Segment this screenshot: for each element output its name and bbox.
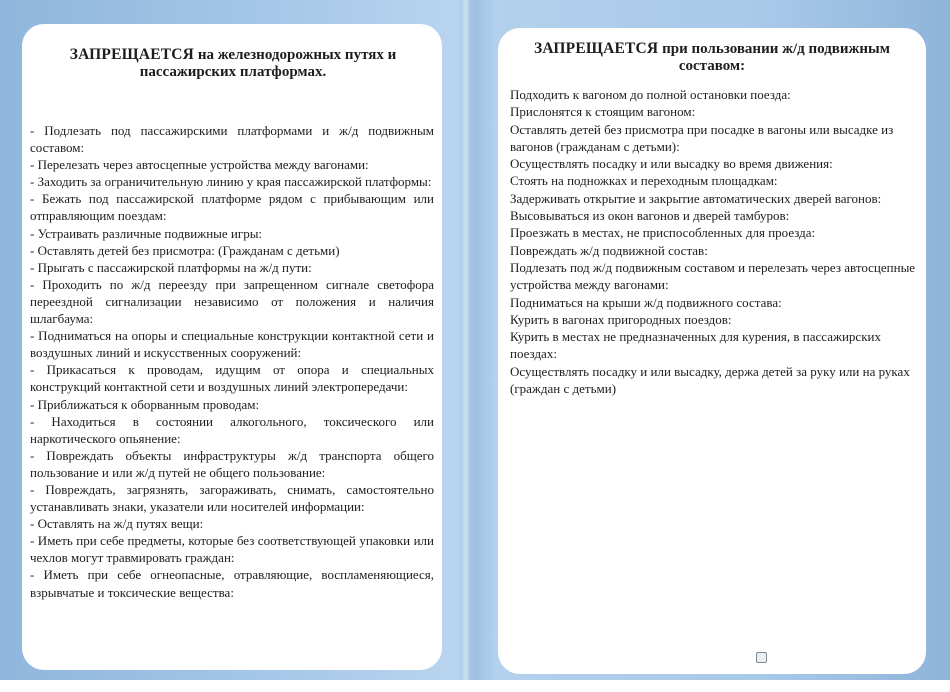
- list-item: - Иметь при себе огнеопасные, отравляющие, воспламеняющиеся, взрывчатые и токсические вещества:: [30, 567, 434, 600]
- list-item: - Иметь при себе предметы, которые без соответствующей упаковки или чехлов могут травмировать граждан:: [30, 533, 434, 566]
- list-item: - Бежать под пассажирской платформе рядом с прибывающим или отправляющим поездам:: [30, 191, 434, 224]
- list-item: Повреждать ж/д подвижной состав:: [510, 242, 708, 258]
- bottom-margin: [0, 680, 950, 692]
- list-item: - Приближаться к оборванным проводам:: [30, 396, 260, 412]
- list-item: - Заходить за ограничительную линию у края пассажирской платформы:: [30, 174, 432, 190]
- list-item: - Оставлять на ж/д путях вещи:: [30, 516, 204, 532]
- right-title-rest: при пользовании ж/д подвижным составом:: [658, 41, 890, 74]
- list-item: Высовываться из окон вагонов и дверей тамбуров:: [510, 208, 790, 224]
- list-item: Стоять на подножках и переходным площадкам:: [510, 173, 778, 189]
- list-item: - Подниматься на опоры и специальные конструкции контактной сети и воздушных линий и искусственных сооружений:: [30, 328, 434, 361]
- list-item: Подлезать под ж/д подвижным составом и перелезать через автосцепные устройства между вагонами:: [510, 259, 916, 293]
- list-item: Осуществлять посадку и или высадку во время движения:: [510, 156, 833, 172]
- left-title-lead: ЗАПРЕЩАЕТСЯ: [69, 46, 195, 63]
- right-page-title: [516, 40, 908, 75]
- left-rules-list: [30, 122, 434, 601]
- list-item: Подходить к вагоном до полной остановки поезда:: [510, 87, 791, 102]
- list-item: - Проходить по ж/д переезду при запрещенном сигнале светофора переездной сигнализации независимо от положения и наличия шлагбаума:: [30, 276, 434, 327]
- center-fold: [462, 0, 470, 692]
- list-item: - Перелезать через автосцепные устройства между вагонами:: [30, 157, 369, 173]
- list-item: - Оставлять детей без присмотра: (Гражданам с детьми): [30, 242, 340, 258]
- list-item: Задерживать открытие и закрытие автоматических дверей вагонов:: [510, 190, 882, 206]
- left-page-title: [38, 46, 428, 81]
- list-item: Курить в местах не предназначенных для курения, в пассажирских поездах:: [510, 329, 881, 362]
- list-item: - Подлезать под пассажирскими платформами и ж/д подвижным составом:: [30, 123, 434, 156]
- right-title-lead: ЗАПРЕЩАЕТСЯ: [534, 40, 659, 57]
- list-item: Осуществлять посадку и или высадку, держа детей за руку или на руках (граждан с детьми): [510, 363, 910, 397]
- list-item: Оставлять детей без присмотра при посадке в вагоны или высадке из вагонов (гражданам с детьми):: [510, 121, 894, 154]
- left-title-rest: на железнодорожных путях и пассажирских платформах.: [139, 47, 397, 80]
- page-corner-mark: [756, 652, 767, 663]
- list-item: - Повреждать объекты инфраструктуры ж/д транспорта общего пользование и или ж/д путей не общего пользование:: [30, 447, 434, 480]
- list-item: - Повреждать, загрязнять, загораживать, снимать, самостоятельно устанавливать знаки, указатели или носителей информации:: [30, 481, 434, 515]
- list-item: - Прыгать с пассажирской платформы на ж/д пути:: [30, 259, 312, 275]
- list-item: Проезжать в местах, не приспособленных для проезда:: [510, 225, 816, 241]
- left-page-panel: [22, 24, 442, 670]
- list-item: - Устраивать различные подвижные игры:: [30, 225, 263, 241]
- list-item: - Находиться в состоянии алкогольного, токсического или наркотического опьянение:: [30, 413, 434, 446]
- list-item: Курить в вагонах пригородных поездов:: [510, 311, 732, 327]
- list-item: Прислонятся к стоящим вагоном:: [510, 104, 696, 120]
- right-rules-list: [510, 86, 916, 397]
- list-item: - Прикасаться к проводам, идущим от опора и специальных конструкций контактной сети и воздушных линий электропередачи:: [30, 362, 434, 395]
- list-item: Подниматься на крыши ж/д подвижного состава:: [510, 294, 782, 310]
- right-page-panel: [498, 28, 926, 674]
